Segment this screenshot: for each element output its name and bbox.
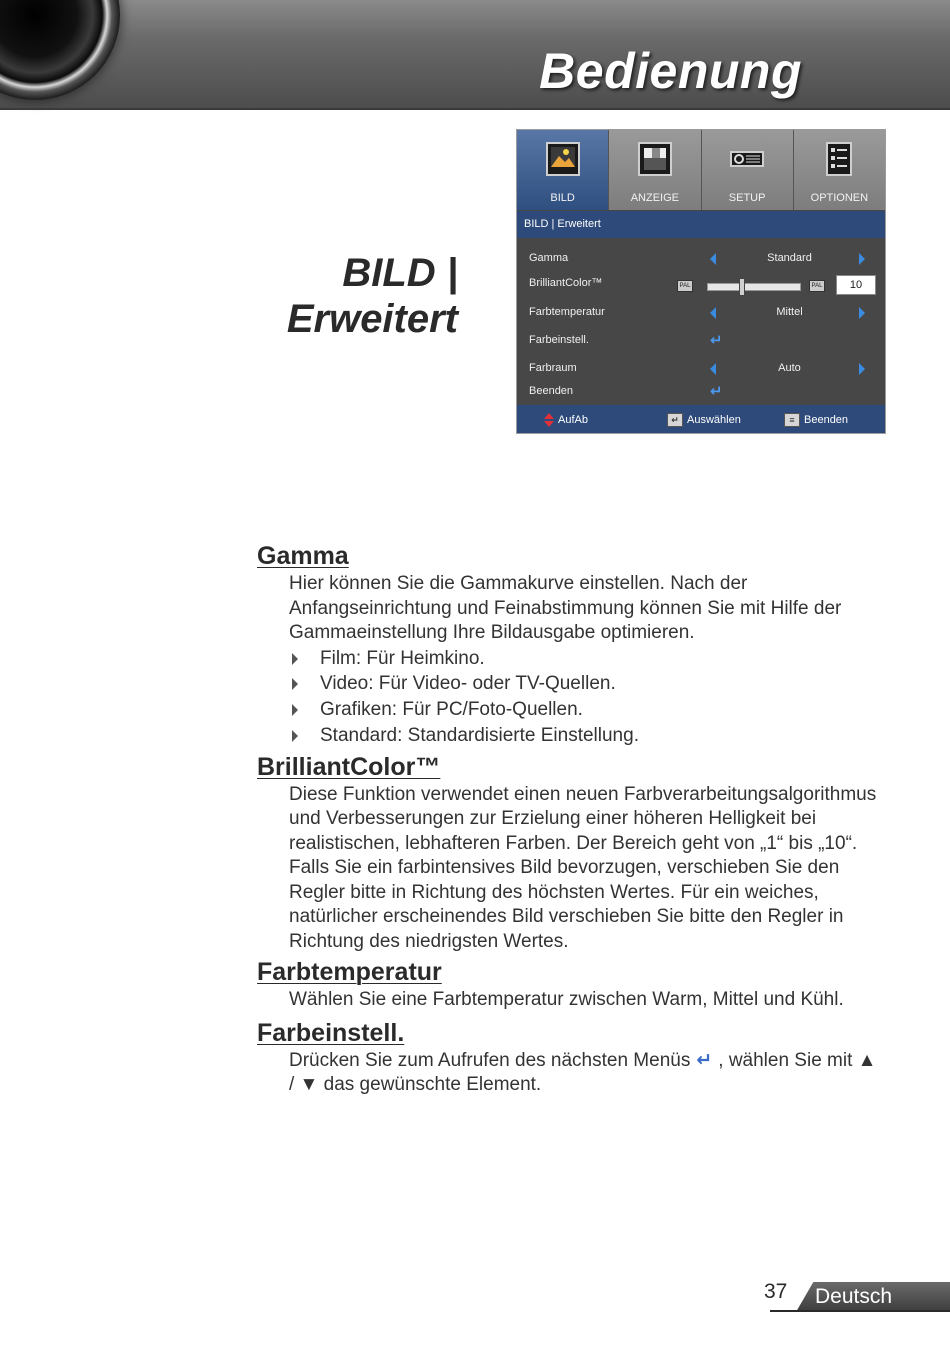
section-title bbox=[287, 250, 458, 342]
section-title-line2: Erweitert bbox=[286, 297, 458, 341]
paragraph-brilliantcolor: Diese Funktion verwendet einen neuen Farbverarbeitungsalgorithmus und Verbesserungen zur Erzielung einer höheren Helligkeit bei realistischen, lebhafteren Farben. Der Bereich geht von „1“ bis „10“. Falls Sie ein farbintensives Bild bevorzugen, verschieben Sie den Regler bitte in Richtung des höchsten Wertes. Für ein weiches, natürlicher erscheinendes Bild verschieben Sie bitte den Regler in Richtung des niedrigsten Wertes. bbox=[289, 783, 877, 952]
picture-icon bbox=[546, 142, 580, 176]
options-list-icon bbox=[822, 142, 856, 176]
page-number: 37 bbox=[764, 1280, 788, 1303]
osd-menu bbox=[516, 129, 886, 434]
arrow-left-icon[interactable] bbox=[710, 363, 716, 375]
enter-icon[interactable]: ↵ bbox=[710, 332, 723, 349]
language-tab-underline bbox=[770, 1310, 950, 1312]
osd-row-brilliantcolor-value: 10 bbox=[836, 275, 876, 295]
tab-optionen[interactable] bbox=[794, 130, 885, 210]
heading-gamma: Gamma bbox=[257, 542, 349, 570]
list-item-text: Film: Für Heimkino. bbox=[320, 647, 485, 669]
osd-row-farbeinstell-label: Farbeinstell. bbox=[529, 334, 589, 346]
footer-beenden bbox=[784, 413, 848, 427]
osd-row-farbtemperatur-label: Farbtemperatur bbox=[529, 306, 605, 318]
enter-icon: ↵ bbox=[696, 1049, 713, 1071]
osd-tab-bar bbox=[517, 130, 885, 210]
arrow-right-icon[interactable] bbox=[859, 307, 865, 319]
list-item bbox=[289, 697, 897, 723]
gamma-bullet-list bbox=[289, 646, 897, 749]
slider-thumb[interactable] bbox=[739, 278, 745, 296]
paragraph-farbeinstell-part2: , wählen Sie mit ▲ / ▼ das gewünschte Element. bbox=[289, 1049, 877, 1096]
language-label: Deutsch bbox=[815, 1285, 893, 1308]
arrow-right-icon[interactable] bbox=[859, 363, 865, 375]
tab-bild[interactable] bbox=[517, 130, 609, 210]
heading-brilliantcolor: BrilliantColor™ bbox=[257, 752, 441, 781]
arrow-right-icon[interactable] bbox=[859, 253, 865, 265]
osd-row-brilliantcolor[interactable] bbox=[517, 272, 885, 298]
paragraph-farbeinstell bbox=[289, 1049, 877, 1098]
heading-farbeinstell: Farbeinstell. bbox=[257, 1018, 405, 1047]
tab-optionen-label: OPTIONEN bbox=[810, 192, 869, 204]
osd-footer-bar bbox=[517, 405, 885, 433]
tab-anzeige-label: ANZEIGE bbox=[630, 192, 680, 204]
arrow-left-icon[interactable] bbox=[710, 307, 716, 319]
tab-setup[interactable] bbox=[702, 130, 794, 210]
list-item-text: Grafiken: Für PC/Foto-Quellen. bbox=[320, 699, 583, 721]
list-item bbox=[289, 671, 897, 697]
tab-anzeige[interactable] bbox=[609, 130, 701, 210]
menu-key-icon: ≡ bbox=[784, 413, 800, 427]
header-title: Bedienung bbox=[539, 43, 802, 99]
paragraph-farbtemperatur: Wählen Sie eine Farbtemperatur zwischen Warm, Mittel und Kühl. bbox=[289, 989, 844, 1011]
osd-row-farbraum-value: Auto bbox=[778, 362, 801, 374]
document-body bbox=[257, 540, 897, 1098]
enter-icon[interactable]: ↵ bbox=[710, 383, 723, 400]
footer-auswaehlen bbox=[667, 413, 741, 427]
list-item bbox=[289, 646, 897, 672]
section-title-line1: BILD | bbox=[342, 251, 458, 295]
brilliantcolor-slider[interactable] bbox=[707, 283, 801, 291]
bullet-triangle-icon bbox=[292, 653, 298, 665]
heading-farbtemperatur: Farbtemperatur bbox=[257, 958, 442, 987]
bullet-triangle-icon bbox=[292, 678, 298, 690]
enter-key-icon: ↵ bbox=[667, 413, 683, 427]
osd-row-gamma-label: Gamma bbox=[529, 252, 569, 264]
slider-max-icon: PAL bbox=[809, 280, 825, 292]
footer-aufab bbox=[543, 413, 588, 427]
osd-row-beenden[interactable] bbox=[517, 380, 885, 402]
up-down-icon bbox=[543, 413, 555, 427]
osd-breadcrumb: BILD | Erweitert bbox=[517, 211, 885, 238]
osd-row-gamma[interactable] bbox=[517, 247, 885, 269]
bullet-triangle-icon bbox=[292, 704, 298, 716]
projector-icon bbox=[730, 142, 764, 176]
slider-min-icon: PAL bbox=[677, 280, 693, 292]
lens-graphic-icon bbox=[0, 0, 120, 100]
language-tab bbox=[770, 1282, 950, 1312]
arrow-left-icon[interactable] bbox=[710, 253, 716, 265]
list-item-text: Video: Für Video- oder TV-Quellen. bbox=[320, 673, 616, 695]
list-item-text: Standard: Standardisierte Einstellung. bbox=[320, 724, 639, 746]
osd-row-beenden-label: Beenden bbox=[529, 385, 574, 397]
header-banner bbox=[0, 0, 950, 110]
list-item bbox=[289, 723, 897, 749]
osd-row-farbraum[interactable] bbox=[517, 357, 885, 379]
paragraph-gamma: Hier können Sie die Gammakurve einstellen. Nach der Anfangseinrichtung und Feinabstimmung können Sie mit Hilfe der Gammaeinstellung Ihre Bildausgabe optimieren. bbox=[289, 573, 842, 643]
display-icon bbox=[638, 142, 672, 176]
osd-row-farbtemperatur-value: Mittel bbox=[776, 306, 803, 318]
footer-aufab-label: AufAb bbox=[558, 414, 588, 426]
paragraph-farbeinstell-part1: Drücken Sie zum Aufrufen des nächsten Menüs bbox=[289, 1049, 691, 1071]
bullet-triangle-icon bbox=[292, 730, 298, 742]
tab-bild-label: BILD bbox=[550, 192, 575, 204]
tab-setup-label: SETUP bbox=[728, 192, 766, 204]
osd-row-farbraum-label: Farbraum bbox=[529, 362, 577, 374]
osd-row-gamma-value: Standard bbox=[767, 252, 812, 264]
osd-row-farbeinstell[interactable] bbox=[517, 329, 885, 351]
osd-row-farbtemperatur[interactable] bbox=[517, 301, 885, 323]
osd-row-brilliantcolor-label: BrilliantColor™ bbox=[529, 277, 603, 289]
footer-auswaehlen-label: Auswählen bbox=[687, 414, 741, 426]
footer-beenden-label: Beenden bbox=[804, 414, 849, 426]
